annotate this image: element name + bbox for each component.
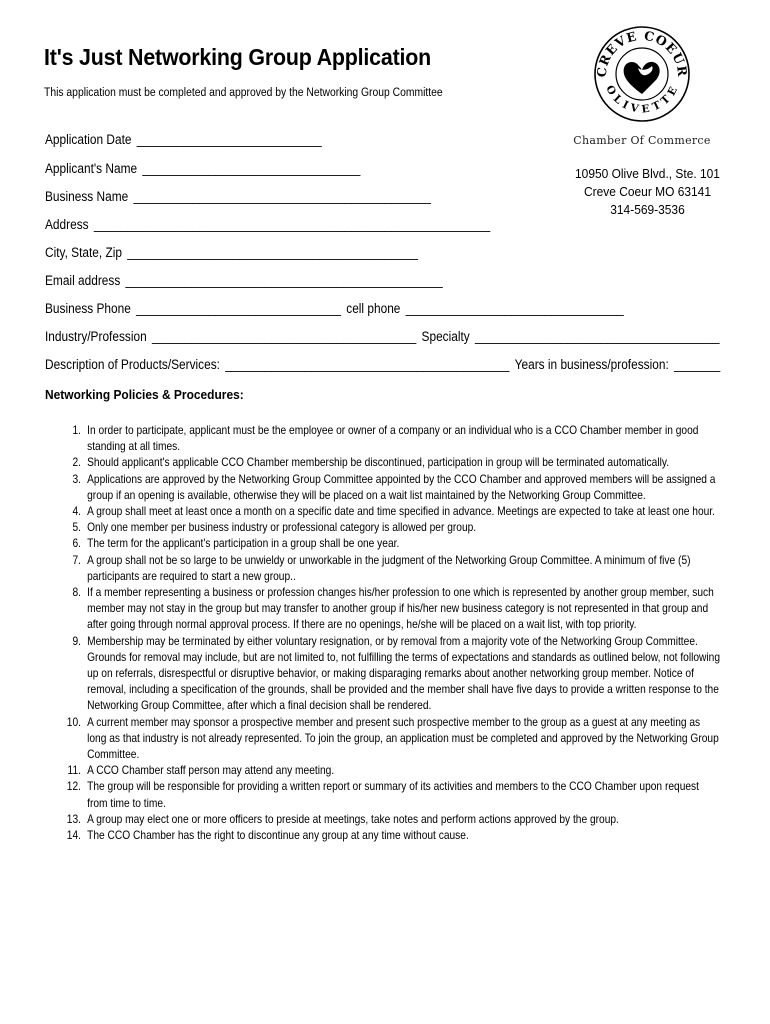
email-field[interactable] (45, 273, 443, 288)
policy-number: 7. (72, 553, 81, 567)
city-state-zip-field[interactable] (45, 245, 418, 260)
policy-text: A current member may sponsor a prospective member and present such prospective member to the group as a guest at any meeting as long as that industry is not already represented. To join the group, an application must be completed and approved by the Networking Group Committee. (87, 715, 719, 762)
city-state-zip-blank[interactable]: ____________________________________________ (127, 245, 419, 260)
policy-item (44, 763, 722, 779)
policy-text: Applications are approved by the Networking Group Committee appointed by the CCO Chamber and approved members will be assigned a group if an opening is available, otherwise they will be placed on a wait list maintained by the Networking Group Committee. (87, 472, 716, 502)
industry-blank[interactable]: ________________________________________ (151, 329, 417, 344)
policy-text: A CCO Chamber staff person may attend any meeting. (87, 764, 335, 778)
policy-item (44, 536, 722, 552)
policy-number: 8. (72, 586, 81, 600)
policy-item (44, 472, 722, 504)
policy-number: 5. (72, 521, 81, 535)
email-label: Email address (45, 273, 121, 288)
policy-number: 11. (67, 764, 81, 778)
policy-text: Should applicant's applicable CCO Chamber membership be discontinued, participation in group will be terminated automatically. (87, 456, 670, 470)
business-phone-label: Business Phone (45, 301, 131, 316)
logo-heart-icon (624, 62, 660, 94)
application-date-label: Application Date (45, 132, 132, 147)
policy-text: If a member representing a business or profession changes his/her profession to one which is represented by another group member, such member may not stay in the group but may transfer to another group if his/her new business category is not represented in that group and after going through normal approval process. If there are no openings, he/she will be placed on a wait list, with top priority. (87, 586, 714, 632)
policy-number: 14. (66, 829, 81, 843)
specialty-blank[interactable]: _____________________________________ (475, 329, 720, 344)
policy-number: 6. (72, 537, 81, 551)
cell-phone-blank[interactable]: _________________________________ (405, 301, 624, 316)
policy-text: In order to participate, applicant must be the employee or owner of a company or an individual who is a CCO Chamber member in good standing at all times. (87, 424, 699, 454)
policy-text: Membership may be terminated by either voluntary resignation, or by removal from a majority vote of the Networking Group Committee. Grounds for removal may include, but are not limited to, not fulfilling the terms of expectations and standards as outlined below, not following up on referrals, disrespectful or disruptive behavior, or making disparaging remarks about another networking group member. Notice of removal, including a specification of the grounds, shall be provided and the member shall have five days to provide a written response to the Networking Group Committee, after which a final decision shall be rendered. (87, 634, 721, 713)
policies-list (44, 423, 722, 844)
policy-item (44, 520, 722, 536)
chamber-caption: Chamber Of Commerce (573, 134, 711, 147)
policy-text: Only one member per business industry or professional category is allowed per group. (87, 521, 477, 535)
page-title: It's Just Networking Group Application (44, 44, 432, 70)
policy-item (44, 715, 722, 764)
description-row (45, 357, 720, 372)
years-label: Years in business/profession: (514, 357, 669, 372)
industry-label: Industry/Profession (45, 329, 147, 344)
policy-text: The CCO Chamber has the right to discontinue any group at any time without cause. (87, 829, 469, 843)
business-phone-blank[interactable]: _______________________________ (136, 301, 341, 316)
policy-text: A group may elect one or more officers to preside at meetings, take notes and perform actions approved by the group. (87, 812, 619, 826)
page-subtitle: This application must be completed and approved by the Networking Group Committee (44, 87, 443, 99)
policy-number: 4. (72, 505, 81, 519)
policy-item (44, 455, 722, 471)
logo-ring-top-text: CREVE COEUR (593, 27, 691, 78)
chamber-address (562, 165, 732, 219)
policy-text: A group shall meet at least once a month on a specific date and time specified in advance. Meetings are expected to take at least one hour. (87, 505, 715, 519)
policy-number: 9. (72, 634, 81, 648)
policy-text: The group will be responsible for providing a written report or summary of its activities and members to the CCO Chamber upon request from time to time. (87, 780, 699, 810)
policy-item (44, 553, 722, 585)
email-blank[interactable]: ________________________________________________ (125, 273, 443, 288)
business-name-blank[interactable]: _____________________________________________ (133, 189, 431, 204)
policy-number: 2. (72, 456, 81, 470)
chamber-logo (592, 24, 692, 124)
policy-text: A group shall not be so large to be unwieldy or unworkable in the judgment of the Networking Group Committee. A minimum of five (5) participants are required to start a new group.. (87, 553, 691, 583)
policy-item (44, 423, 722, 455)
policy-number: 1. (72, 424, 81, 437)
phone-row (45, 301, 624, 316)
application-date-blank[interactable]: ____________________________ (136, 132, 322, 147)
address-label: Address (45, 217, 89, 232)
policy-item (44, 634, 722, 715)
policy-number: 13. (66, 812, 81, 826)
policy-item (44, 504, 722, 520)
applicant-name-label: Applicant's Name (45, 161, 138, 176)
policy-item (44, 585, 722, 634)
policy-text: The term for the applicant's participation in a group shall be one year. (87, 537, 400, 551)
description-blank[interactable]: ___________________________________________ (225, 357, 510, 372)
business-name-field[interactable] (45, 189, 431, 204)
industry-row (45, 329, 720, 344)
policy-number: 12. (66, 780, 81, 794)
policy-item (44, 779, 722, 811)
address-street: 10950 Olive Blvd., Ste. 101 (575, 166, 720, 181)
policy-number: 10. (66, 715, 81, 729)
applicant-name-blank[interactable]: _________________________________ (142, 161, 361, 176)
address-blank[interactable]: ____________________________________________________________ (93, 217, 491, 232)
years-blank[interactable]: _______ (674, 357, 721, 372)
policy-item (44, 812, 722, 828)
cell-phone-label: cell phone (346, 301, 401, 316)
policies-heading: Networking Policies & Procedures: (45, 387, 244, 402)
description-label: Description of Products/Services: (45, 357, 220, 372)
application-date-field[interactable] (45, 132, 322, 147)
address-field[interactable] (45, 217, 490, 232)
city-state-zip-label: City, State, Zip (45, 245, 123, 260)
applicant-name-field[interactable] (45, 161, 360, 176)
address-phone: 314-569-3536 (610, 202, 685, 217)
specialty-label: Specialty (421, 329, 470, 344)
business-name-label: Business Name (45, 189, 129, 204)
address-city: Creve Coeur MO 63141 (584, 184, 711, 199)
policy-item (44, 828, 722, 844)
policy-number: 3. (72, 472, 81, 486)
logo-ring-bottom-text: OLIVETTE (603, 83, 681, 116)
